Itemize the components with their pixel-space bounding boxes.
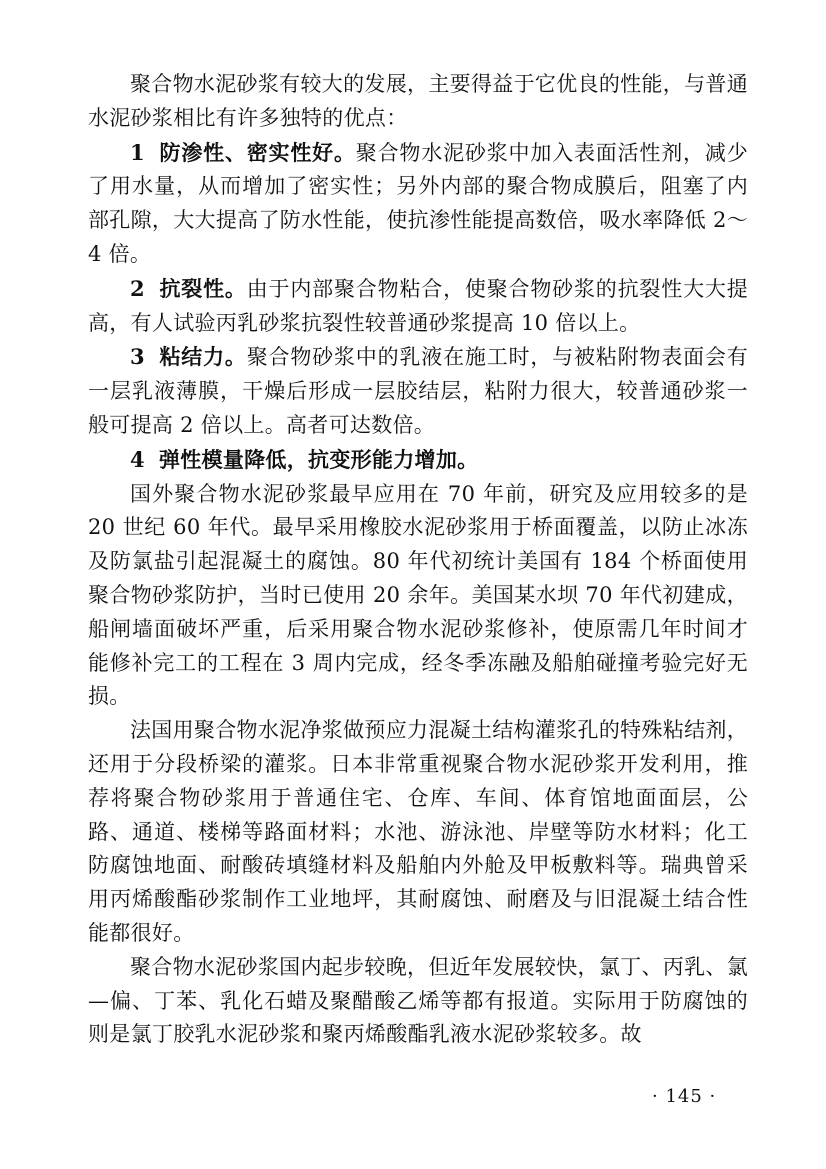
paragraph-domestic: 聚合物水泥砂浆国内起步较晚，但近年发展较快，氯丁、丙乳、氯—偏、丁苯、乳化石蜡及聚醋酸乙烯等都有报道。实际用于防腐蚀的则是氯丁胶乳水泥砂浆和聚丙烯酸酯乳液水泥砂浆较多。故 [88,954,748,1047]
list-item-4 [88,443,748,478]
list-item-3 [88,340,748,442]
list-lead: 粘结力。 [158,344,247,370]
list-lead: 防渗性、密实性好。 [158,139,356,165]
paragraph-france-japan: 法国用聚合物水泥净浆做预应力混凝土结构灌浆孔的特殊粘结剂，还用于分段桥梁的灌浆。日本非常重视聚合物水泥砂浆开发利用，推荐将聚合物砂浆用于普通住宅、仓库、车间、体育馆地面面层，公路、通道、楼梯等路面材料；水池、游泳池、岸壁等防水材料；化工防腐蚀地面、耐酸砖填缝材料及船舶内外舱及甲板敷料等。瑞典曾采用丙烯酸酯砂浆制作工业地坪，其耐腐蚀、耐磨及与旧混凝土结合性能都很好。 [88,718,748,945]
list-number: 4 [130,446,145,472]
list-number: 2 [130,275,145,301]
page-number: · 145 · [652,1086,717,1107]
body-text [88,68,748,1052]
list-item-2 [88,272,748,341]
list-body: 聚合物水泥砂浆中加入表面活性剂，减少了用水量，从而增加了密实性；另外内部的聚合物成膜后，阻塞了内部孔隙，大大提高了防水性能，使抗渗性能提高数倍，吸水率降低 2～4 倍。 [88,140,748,266]
list-number: 3 [130,344,145,370]
paragraph-foreign-history: 国外聚合物水泥砂浆最早应用在 70 年前，研究及应用较多的是 20 世纪 60 年代。最早采用橡胶水泥砂浆用于桥面覆盖，以防止冰冻及防氯盐引起混凝土的腐蚀。80 年代初统计美国有 184 个桥面使用聚合物砂浆防护，当时已使用 20 余年。美国某水坝 70 年代初建成，船闸墙面破坏严重，后采用聚合物水泥砂浆修补，使原需几年时间才能修补完工的工程在 3 周内完成，经冬季冻融及船舶碰撞考验完好无损。 [88,481,748,709]
list-number: 1 [130,139,145,165]
paragraph-intro: 聚合物水泥砂浆有较大的发展，主要得益于它优良的性能，与普通水泥砂浆相比有许多独特的优点： [88,72,748,130]
list-body: 由于内部聚合物粘合，使聚合物砂浆的抗裂性大大提高，有人试验丙乳砂浆抗裂性较普通砂浆提高 10 倍以上。 [88,276,748,335]
list-lead: 弹性模量降低，抗变形能力增加。 [158,446,479,472]
list-lead: 抗裂性。 [158,275,247,301]
list-body: 聚合物砂浆中的乳液在施工时，与被粘附物表面会有一层乳液薄膜，干燥后形成一层胶结层，粘附力很大，较普通砂浆一般可提高 2 倍以上。高者可达数倍。 [88,345,748,437]
list-item-1 [88,136,748,272]
